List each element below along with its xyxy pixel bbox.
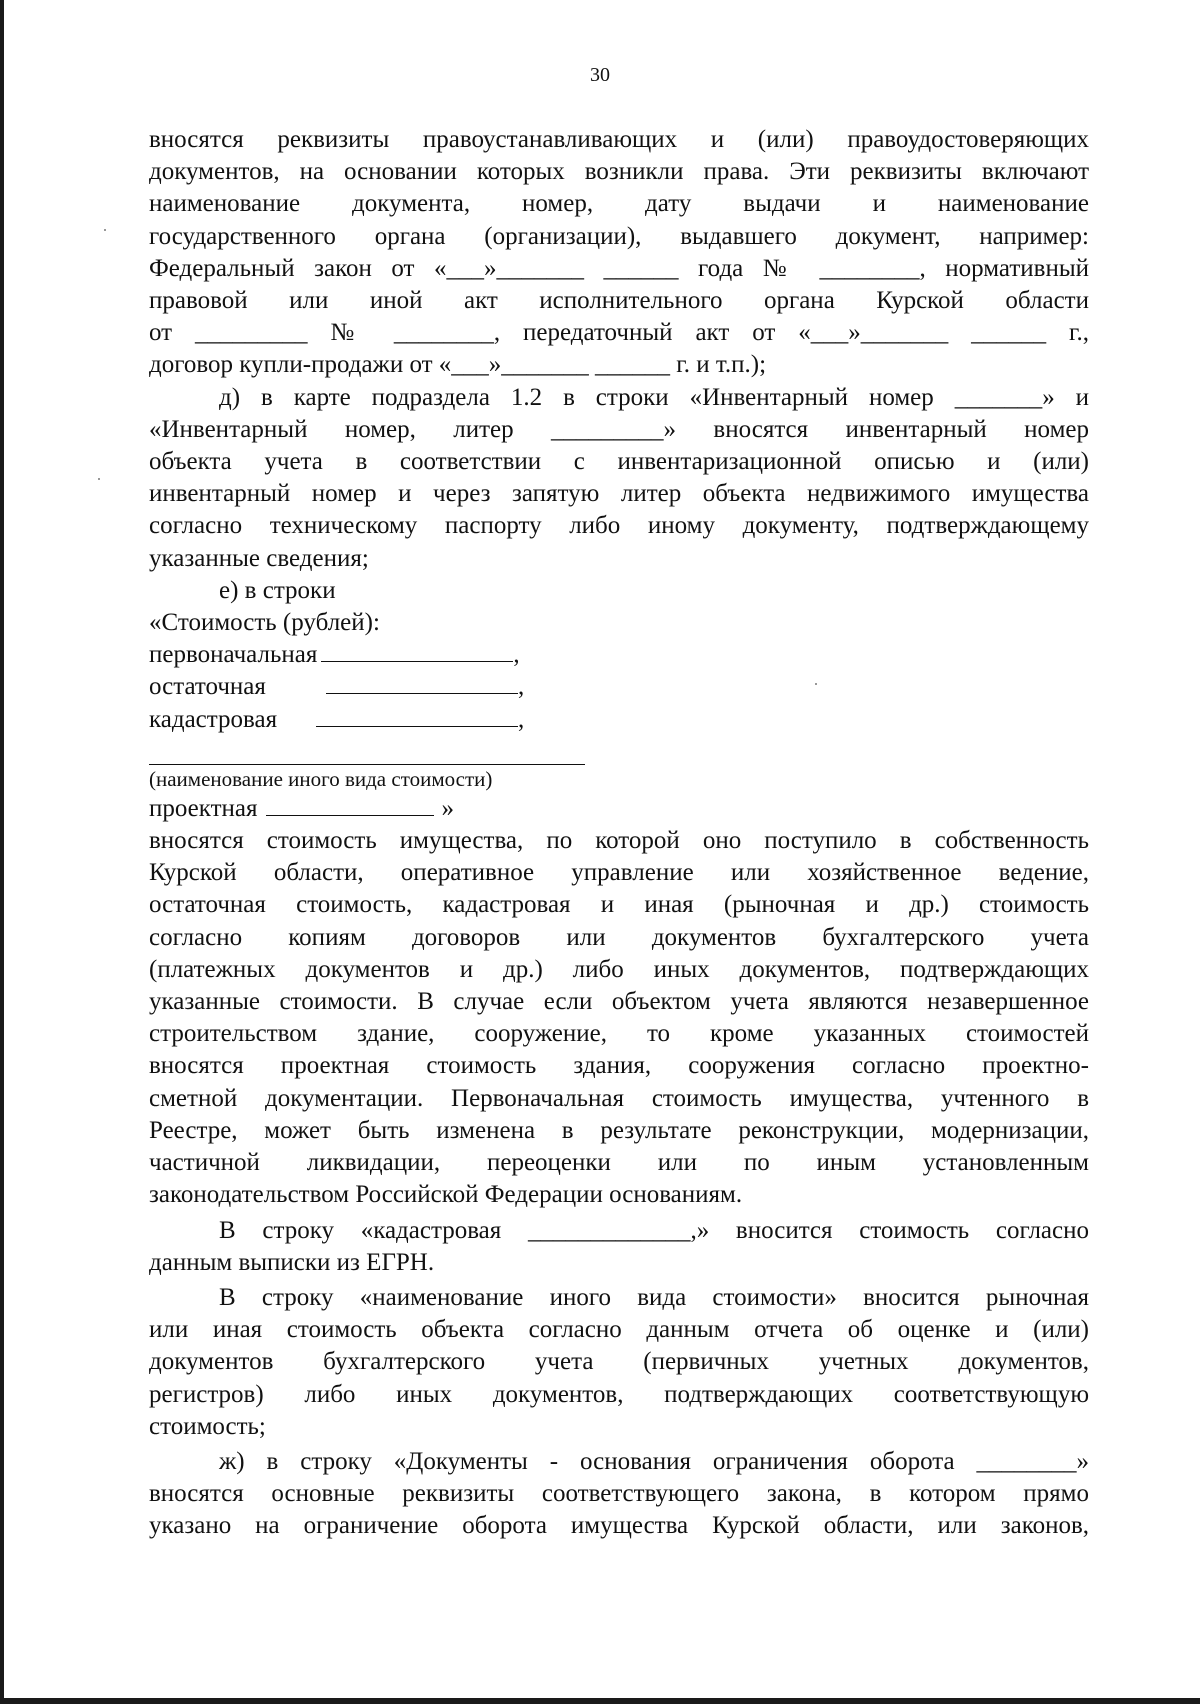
field-suffix: , xyxy=(513,641,520,669)
scan-speck xyxy=(104,229,106,231)
paragraph-e-heading: е) в строки xyxy=(219,576,336,604)
text-line: указанные стоимости. В случае если объектом учета являются незавершенное xyxy=(149,988,1089,1016)
text-line: В строку «кадастровая _____________,» вносится стоимость согласно xyxy=(219,1216,1089,1244)
paragraph-e-body xyxy=(149,825,1089,1211)
text-line: частичной ликвидации, переоценки или по иным установленным xyxy=(149,1149,1089,1177)
document-body xyxy=(149,124,1089,1543)
text-line: вносятся основные реквизиты соответствующего закона, в котором прямо xyxy=(149,1480,1089,1508)
text-line: государственного органа (организации), выдавшего документ, например: xyxy=(149,222,1089,250)
text-line: строительством здание, сооружение, то кроме указанных стоимостей xyxy=(149,1020,1089,1048)
text-line: наименование документа, номер, дату выдачи и наименование xyxy=(149,190,1089,218)
other-cost-caption: (наименование иного вида стоимости) xyxy=(149,766,493,791)
field-suffix: » xyxy=(441,794,454,822)
text-line: (платежных документов и др.) либо иных документов, подтверждающих xyxy=(149,955,1089,983)
text-line: ж) в строку «Документы - основания ограничения оборота ________» xyxy=(219,1447,1089,1475)
text-line: В строку «наименование иного вида стоимости» вносится рыночная xyxy=(219,1283,1089,1311)
text-line: вносятся реквизиты правоустанавливающих и (или) правоудостоверяющих xyxy=(149,126,1089,153)
text-line: документов бухгалтерского учета (первичных учетных документов, xyxy=(149,1348,1089,1376)
blank-line xyxy=(326,671,518,694)
paragraph-d xyxy=(149,382,1089,575)
text-line: данным выписки из ЕГРН. xyxy=(149,1248,435,1276)
page-number: 30 xyxy=(590,64,610,86)
text-line: правовой или иной акт исполнительного органа Курской области xyxy=(149,287,1089,315)
scan-edge-left xyxy=(0,0,4,1704)
text-line: от _________ № ________, передаточный акт от «___»_______ ______ г., xyxy=(149,319,1089,347)
scan-edge-bottom xyxy=(0,1698,1200,1704)
text-line: инвентарный номер и через запятую литер объекта недвижимого имущества xyxy=(149,480,1089,508)
text-line: документов, на основании которых возникли права. Эти реквизиты включают xyxy=(149,158,1089,186)
text-line: или иная стоимость объекта согласно данным отчета об оценке и (или) xyxy=(149,1316,1089,1344)
text-line: сметной документации. Первоначальная стоимость имущества, учтенного в xyxy=(149,1084,1089,1112)
text-line: указано на ограничение оборота имущества Курской области, или законов, xyxy=(149,1512,1089,1540)
paragraph-other-cost xyxy=(149,1282,1089,1443)
text-line: вносятся стоимость имущества, по которой оно поступило в собственность xyxy=(149,827,1089,855)
paragraph-requisites xyxy=(149,124,1089,382)
cost-field-initial xyxy=(149,639,1089,671)
blank-line xyxy=(321,639,513,662)
field-suffix: , xyxy=(518,673,525,701)
paragraph-zh xyxy=(149,1446,1089,1543)
text-line: «Инвентарный номер, литер _________» вносятся инвентарный номер xyxy=(149,415,1089,443)
text-line: законодательством Российской Федерации основаниям. xyxy=(149,1181,743,1209)
text-line: указанные сведения; xyxy=(149,544,369,572)
text-line: д) в карте подраздела 1.2 в строки «Инвентарный номер _______» и xyxy=(219,383,1089,411)
text-line: объекта учета в соответствии с инвентаризационной описью и (или) xyxy=(149,448,1089,476)
project-cost-field xyxy=(149,793,1089,825)
cost-field-residual xyxy=(149,671,1089,703)
field-label: проектная xyxy=(149,794,258,822)
text-line: договор купли-продажи от «___»_______ ______ г. и т.п.); xyxy=(149,351,767,379)
text-line: Реестре, может быть изменена в результате реконструкции, модернизации, xyxy=(149,1116,1089,1144)
blank-line xyxy=(266,793,434,816)
field-label: остаточная xyxy=(149,673,266,701)
text-line: регистров) либо иных документов, подтверждающих соответствующую xyxy=(149,1380,1089,1408)
text-line: согласно копиям договоров или документов бухгалтерского учета xyxy=(149,923,1089,951)
cost-heading: «Стоимость (рублей): xyxy=(149,609,380,637)
text-line: Курской области, оперативное управление или хозяйственное ведение, xyxy=(149,859,1089,887)
text-line: Федеральный закон от «___»_______ ______ года № ________, нормативный xyxy=(149,254,1089,282)
scan-speck xyxy=(98,478,100,480)
field-label: кадастровая xyxy=(149,705,278,733)
text-line: остаточная стоимость, кадастровая и иная (рыночная и др.) стоимость xyxy=(149,891,1089,919)
text-line: согласно техническому паспорту либо иному документу, подтверждающему xyxy=(149,512,1089,540)
text-line: вносятся проектная стоимость здания, сооружения согласно проектно- xyxy=(149,1052,1089,1080)
text-line: стоимость; xyxy=(149,1412,266,1440)
cost-field-cadastral xyxy=(149,704,1089,736)
field-label: первоначальная xyxy=(149,641,318,669)
field-suffix: , xyxy=(518,705,525,733)
blank-line xyxy=(316,704,518,727)
paragraph-cadastral xyxy=(149,1215,1089,1279)
